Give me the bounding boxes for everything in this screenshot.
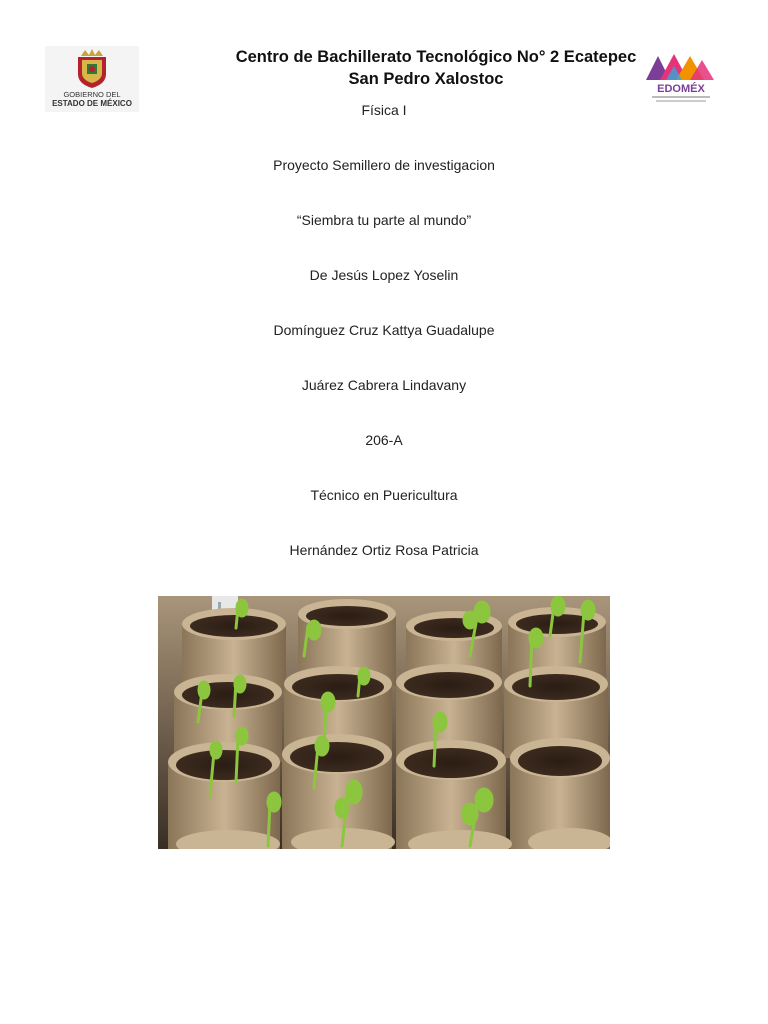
svg-text:EDOMÉX: EDOMÉX (657, 83, 705, 95)
seedlings-photo (158, 596, 610, 849)
author-1: De Jesús Lopez Yoselin (309, 267, 459, 283)
subject-text: Física I (361, 102, 407, 118)
svg-text:GOBIERNO DEL: GOBIERNO DEL (63, 90, 121, 99)
edomex-logo (642, 50, 720, 106)
svg-text:ESTADO DE MÉXICO: ESTADO DE MÉXICO (52, 99, 132, 108)
edomex-mountains-icon (642, 50, 720, 106)
seedlings-in-paper-tubes-icon (158, 596, 610, 849)
author-3: Juárez Cabrera Lindavany (301, 377, 467, 393)
group-text: 206-A (365, 432, 403, 448)
project-text: Proyecto Semillero de investigacion (273, 157, 495, 173)
school-name: Centro de Bachillerato Tecnológico No° 2 Ecatepec (235, 48, 637, 66)
project-title: “Siembra tu parte al mundo” (296, 212, 472, 228)
author-2: Domínguez Cruz Kattya Guadalupe (273, 322, 495, 338)
career-text: Técnico en Puericultura (310, 487, 458, 503)
teacher-text: Hernández Ortiz Rosa Patricia (289, 542, 479, 558)
document-header (150, 46, 702, 90)
school-location: San Pedro Xalostoc (348, 70, 504, 88)
